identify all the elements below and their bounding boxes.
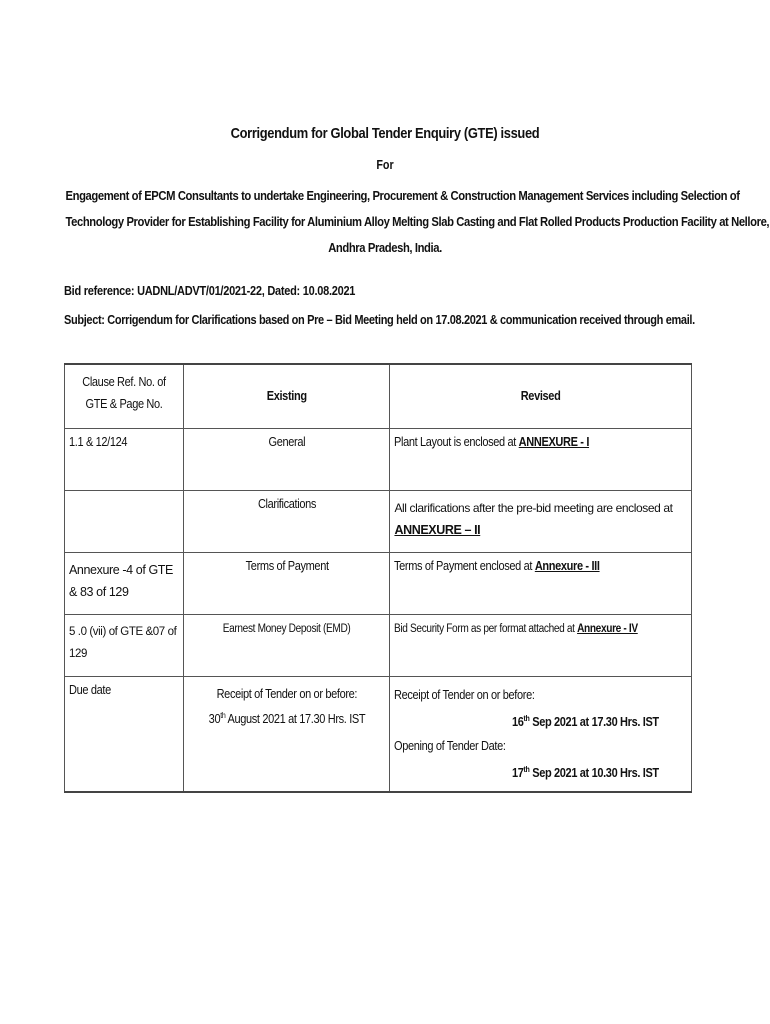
- revised-receipt-date: 16th Sep 2021 at 17.30 Hrs. IST: [512, 713, 659, 729]
- revised-cell: Terms of Payment enclosed at Annexure - III: [390, 552, 692, 614]
- existing-cell: Clarifications: [184, 490, 390, 552]
- annexure-link[interactable]: Annexure - III: [535, 558, 601, 573]
- for-label: For: [376, 158, 394, 172]
- clause-cell: Due date: [65, 676, 184, 792]
- annexure-link[interactable]: ANNEXURE - I: [519, 434, 590, 449]
- revised-cell: All clarifications after the pre-bid meeting are enclosed at ANNEXURE – II: [390, 490, 692, 552]
- column-header-revised: Revised: [390, 364, 692, 428]
- table-row: [65, 428, 692, 490]
- column-header-existing: Existing: [184, 364, 390, 428]
- table-row-due-date: [65, 676, 692, 792]
- existing-cell: Terms of Payment: [184, 552, 390, 614]
- table-row: [65, 552, 692, 614]
- revised-opening-date: 17th Sep 2021 at 10.30 Hrs. IST: [512, 764, 659, 780]
- table-row: [65, 614, 692, 676]
- engagement-line: Andhra Pradesh, India.: [328, 241, 442, 255]
- table-row: [65, 490, 692, 552]
- existing-cell: Earnest Money Deposit (EMD): [184, 614, 390, 676]
- engagement-line: Technology Provider for Establishing Facility for Aluminium Alloy Melting Slab Casting and Flat Rolled Products Production Facility at Nellore,: [65, 215, 770, 229]
- annexure-link[interactable]: ANNEXURE – II: [394, 522, 481, 537]
- subject-line: Subject: Corrigendum for Clarifications based on Pre – Bid Meeting held on 17.08.2021 & communication received through email.: [64, 313, 695, 327]
- revised-cell: Receipt of Tender on or before: 16th Sep 2021 at 17.30 Hrs. IST Opening of Tender Date: 17th Sep 2021 at 10.30 Hrs. IST: [390, 676, 692, 792]
- clause-cell: 5 .0 (vii) of GTE &07 of 129: [65, 614, 184, 676]
- engagement-line: Engagement of EPCM Consultants to undertake Engineering, Procurement & Construction Management Services including Selection of: [65, 189, 740, 203]
- clause-cell: [65, 490, 184, 552]
- existing-cell: General: [184, 428, 390, 490]
- annexure-link[interactable]: Annexure - IV: [577, 622, 639, 635]
- existing-cell: Receipt of Tender on or before: 30th August 2021 at 17.30 Hrs. IST: [184, 676, 390, 792]
- clause-cell: 1.1 & 12/124: [65, 428, 184, 490]
- bid-reference: Bid reference: UADNL/ADVT/01/2021-22, Dated: 10.08.2021: [64, 284, 356, 298]
- revised-cell: Bid Security Form as per format attached at Annexure - IV: [390, 614, 692, 676]
- engagement-description: [30, 183, 770, 261]
- column-header-clause: Clause Ref. No. of GTE & Page No.: [65, 364, 184, 428]
- page-title: Corrigendum for Global Tender Enquiry (GTE) issued: [230, 125, 540, 142]
- clause-cell: Annexure -4 of GTE & 83 of 129: [65, 552, 184, 614]
- table-header-row: [65, 364, 692, 428]
- revised-cell: Plant Layout is enclosed at ANNEXURE - I: [390, 428, 692, 490]
- corrigendum-table: [64, 363, 692, 793]
